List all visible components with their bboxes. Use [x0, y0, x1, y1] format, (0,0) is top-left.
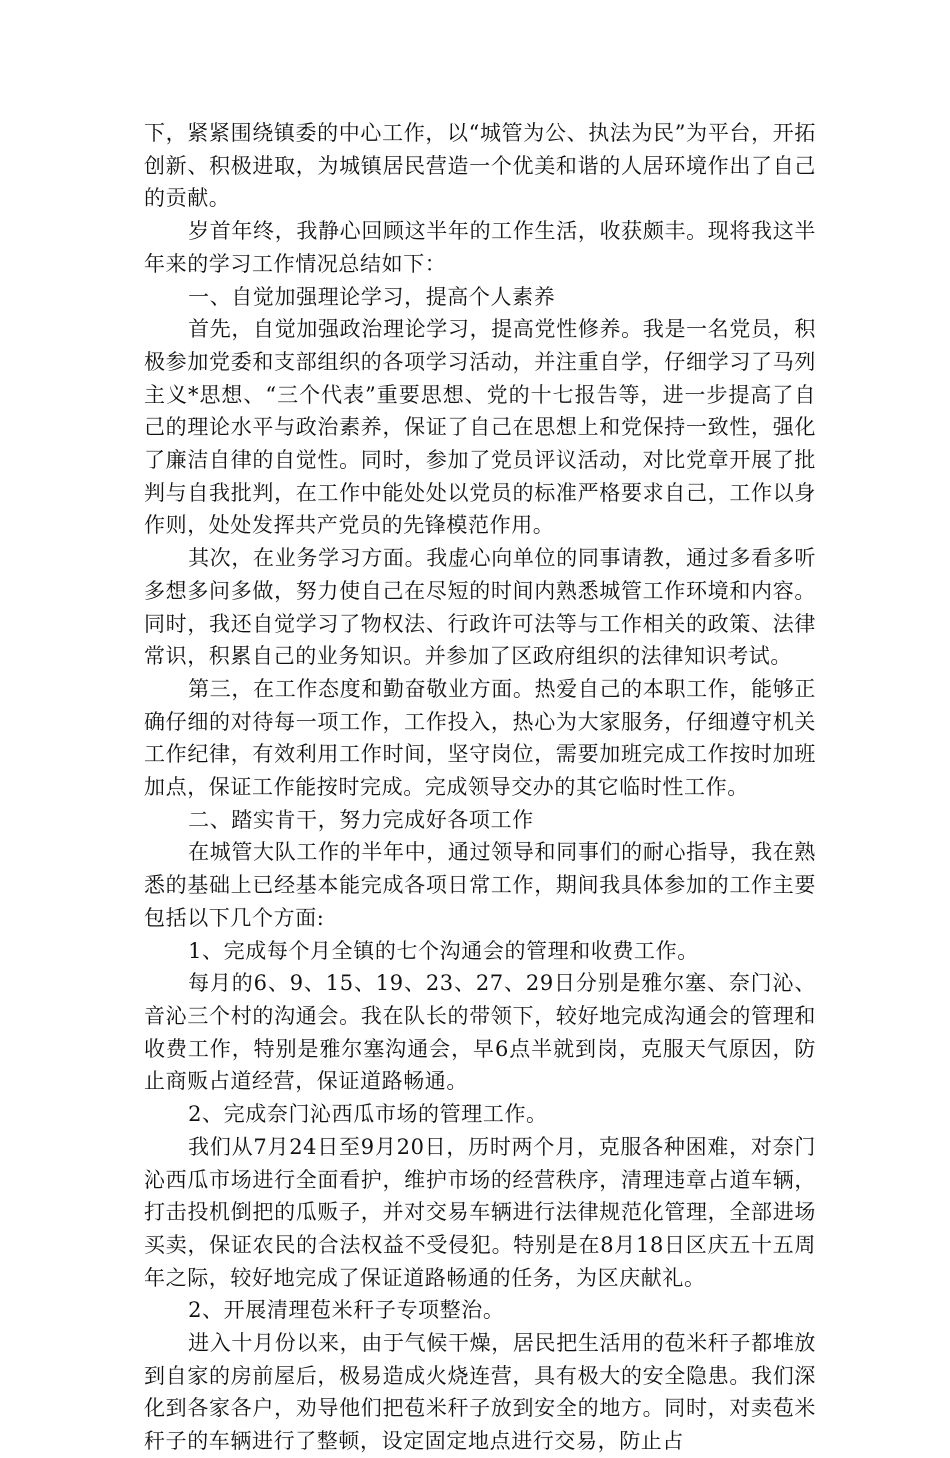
paragraph-political-study: 首先，自觉加强政治理论学习，提高党性修养。我是一名党员，积极参加党委和支部组织的各项学习活动，并注重自学，仔细学习了马列主义*思想、“三个代表”重要思想、党的十七报告等，进一步提高了自己的理论水平与政治素养，保证了自己在思想上和党保持一致性，强化了廉洁自律的自觉性。同时，参加了党员评议活动，对比党章开展了批判与自我批判，在工作中能处处以党员的标准严格要求自己，工作以身作则，处处发挥共产党员的先锋模范作用。 [144, 317, 816, 538]
paragraph-meetings: 每月的6、9、15、19、23、27、29日分别是雅尔塞、奈门沁、音沁三个村的沟通会。我在队长的带领下，较好地完成沟通会的管理和收费工作，特别是雅尔塞沟通会，早6点半就到岗，克服天气原因，防止商贩占道经营，保证道路畅通。 [144, 971, 816, 1094]
paragraph-continuation: 下，紧紧围绕镇委的中心工作，以“城管为公、执法为民”为平台，开拓创新、积极进取，为城镇居民营造一个优美和谐的人居环境作出了自己的贡献。 [144, 121, 816, 211]
paragraph-corn-stalks: 进入十月份以来，由于气候干燥，居民把生活用的苞米秆子都堆放到自家的房前屋后，极易造成火烧连营，具有极大的安全隐患。我们深化到各家各户，劝导他们把苞米秆子放到安全的地方。同时，对卖苞米秆子的车辆进行了整顿，设定固定地点进行交易，防止占 [144, 1331, 816, 1454]
paragraph-work-attitude: 第三，在工作态度和勤奋敬业方面。热爱自己的本职工作，能够正确仔细的对待每一项工作，工作投入，热心为大家服务，仔细遵守机关工作纪律，有效利用工作时间，坚守岗位，需要加班完成工作按时加班加点，保证工作能按时完成。完成领导交办的其它临时性工作。 [144, 676, 816, 800]
subheading-corn-stalks: 2、开展清理苞米秆子专项整治。 [188, 1298, 505, 1323]
paragraph-watermelon-market: 我们从7月24日至9月20日，历时两个月，克服各种困难，对奈门沁西瓜市场进行全面看护，维护市场的经营秩序，清理违章占道车辆，打击投机倒把的瓜贩子，并对交易车辆进行法律规范化管理，全部进场买卖，保证农民的合法权益不受侵犯。特别是在8月18日区庆五十五周年之际，较好地完成了保证道路畅通的任务，为区庆献礼。 [144, 1134, 816, 1290]
paragraph-intro: 岁首年终，我静心回顾这半年的工作生活，收获颇丰。现将我这半年来的学习工作情况总结如下： [144, 219, 816, 276]
subheading-watermelon-market: 2、完成奈门沁西瓜市场的管理工作。 [188, 1102, 548, 1127]
paragraph-work-overview: 在城管大队工作的半年中，通过领导和同事们的耐心指导，我在熟悉的基础上已经基本能完成各项日常工作，期间我具体参加的工作主要包括以下几个方面: [144, 840, 816, 930]
section-heading-1: 一、自觉加强理论学习，提高个人素养 [188, 284, 556, 309]
paragraph-business-study: 其次，在业务学习方面。我虚心向单位的同事请教，通过多看多听多想多问多做，努力使自己在尽短的时间内熟悉城管工作环境和内容。同时，我还自觉学习了物权法、行政许可法等与工作相关的政策、法律常识，积累自己的业务知识。并参加了区政府组织的法律知识考试。 [144, 546, 816, 669]
subheading-meetings: 1、完成每个月全镇的七个沟通会的管理和收费工作。 [188, 938, 699, 963]
document-body [144, 117, 816, 1458]
section-heading-2: 二、踏实肯干，努力完成好各项工作 [188, 807, 534, 832]
